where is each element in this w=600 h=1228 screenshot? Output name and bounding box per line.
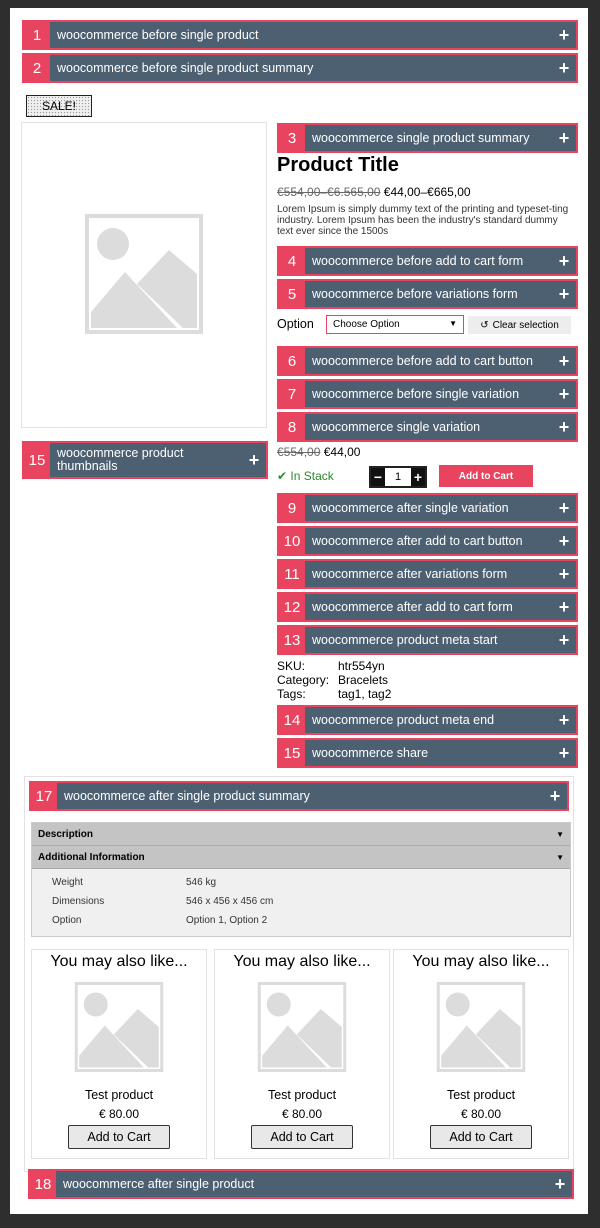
expand-plus-icon[interactable]: + (558, 531, 570, 551)
meta-value[interactable]: Bracelets (338, 673, 389, 687)
expand-plus-icon[interactable]: + (549, 786, 561, 806)
clear-selection-label: Clear selection (492, 319, 559, 331)
quantity-stepper[interactable] (369, 466, 427, 488)
variation-price (277, 445, 360, 459)
meta-key: Category: (277, 673, 330, 687)
hook-before-single-product[interactable] (22, 20, 578, 50)
expand-plus-icon[interactable]: + (558, 564, 570, 584)
image-placeholder-icon[interactable] (74, 982, 164, 1072)
related-heading: You may also like... (50, 953, 188, 970)
hook-label: woocommerce before add to cart form (312, 254, 524, 268)
expand-plus-icon[interactable]: + (558, 25, 570, 45)
new-price-range: €44,00–€665,00 (383, 185, 471, 199)
plus-icon[interactable]: + (411, 468, 425, 486)
related-heading: You may also like... (233, 953, 371, 970)
hook-label: woocommerce before add to cart button (312, 354, 533, 368)
related-product-name[interactable]: Test product (267, 1088, 337, 1102)
product-tabs (31, 822, 571, 937)
related-add-to-cart-button[interactable]: Add to Cart (430, 1125, 532, 1149)
stock-status-label: In Stack (290, 469, 334, 483)
related-product-card (214, 949, 390, 1159)
table-row (32, 892, 570, 911)
expand-plus-icon[interactable]: + (558, 417, 570, 437)
product-description: Lorem Ipsum is simply dummy text of the printing and typeset-ting industry. Lorem Ipsum has been the industry's standard dummy text ever since the 1500s (277, 204, 569, 237)
related-heading: You may also like... (412, 953, 550, 970)
hook-number: 15 (279, 740, 305, 766)
add-to-cart-button[interactable]: Add to Cart (439, 465, 533, 487)
hook-number: 13 (279, 627, 305, 653)
hook-after-add-to-cart-form[interactable] (277, 592, 578, 622)
hook-label: woocommerce product meta end (312, 713, 495, 727)
hook-before-add-to-cart-form[interactable] (277, 246, 578, 276)
hook-number: 7 (279, 381, 305, 407)
hook-product-thumbnails[interactable] (22, 441, 268, 479)
hook-number: 6 (279, 348, 305, 374)
meta-key: Tags: (277, 687, 306, 701)
expand-plus-icon[interactable]: + (558, 630, 570, 650)
hook-label: woocommerce share (312, 746, 429, 760)
expand-plus-icon[interactable]: + (248, 450, 260, 470)
reset-icon: ↺ (480, 319, 489, 331)
hook-single-variation[interactable] (277, 412, 578, 442)
checkmark-icon: ✔ (277, 469, 288, 483)
tab-label: Description (38, 828, 94, 840)
expand-plus-icon[interactable]: + (554, 1174, 566, 1194)
related-add-to-cart-button[interactable]: Add to Cart (68, 1125, 170, 1149)
hook-number: 18 (30, 1171, 56, 1197)
hook-before-single-variation[interactable] (277, 379, 578, 409)
image-placeholder-icon (85, 214, 203, 334)
hook-after-single-product[interactable] (28, 1169, 574, 1199)
expand-plus-icon[interactable]: + (558, 351, 570, 371)
quantity-input[interactable]: 1 (394, 471, 402, 483)
hook-label: woocommerce after add to cart button (312, 534, 523, 548)
tab-label: Additional Information (38, 851, 145, 863)
table-row (32, 873, 570, 892)
related-product-price: € 80.00 (98, 1107, 140, 1121)
product-meta (277, 659, 391, 701)
hook-number: 4 (279, 248, 305, 274)
expand-plus-icon[interactable]: + (558, 128, 570, 148)
attribute-value: Option 1, Option 2 (186, 915, 268, 926)
product-page (10, 8, 588, 1214)
additional-info-table (32, 869, 570, 930)
after-summary-section (24, 776, 574, 1172)
meta-row-tags (277, 687, 391, 701)
product-image[interactable] (21, 122, 267, 428)
hook-number: 3 (279, 125, 305, 151)
expand-plus-icon[interactable]: + (558, 743, 570, 763)
variation-old-price: €554,00 (277, 445, 321, 459)
hook-number: 8 (279, 414, 305, 440)
hook-before-add-to-cart-button[interactable] (277, 346, 578, 376)
meta-key: SKU: (277, 659, 306, 673)
hook-number: 2 (24, 55, 50, 81)
related-product-price: € 80.00 (281, 1107, 323, 1121)
option-label: Option (277, 317, 314, 331)
hook-label: woocommerce before single product (57, 28, 259, 42)
option-select[interactable] (326, 315, 464, 334)
clear-selection-button[interactable] (468, 316, 571, 334)
chevron-down-icon: ▼ (556, 852, 564, 862)
hook-number: 11 (279, 561, 305, 587)
attribute-value: 546 kg (186, 877, 217, 888)
hook-share[interactable] (277, 738, 578, 768)
related-product-card (31, 949, 207, 1159)
product-title: Product Title (277, 154, 399, 176)
hook-label: woocommerce after add to cart form (312, 600, 513, 614)
expand-plus-icon[interactable]: + (558, 498, 570, 518)
hook-number: 5 (279, 281, 305, 307)
hook-after-variations-form[interactable] (277, 559, 578, 589)
minus-icon[interactable]: − (371, 468, 385, 486)
image-placeholder-icon[interactable] (436, 982, 526, 1072)
stock-status (277, 469, 334, 483)
hook-label: woocommerce before single variation (312, 387, 520, 401)
expand-plus-icon[interactable]: + (558, 284, 570, 304)
hook-after-single-variation[interactable] (277, 493, 578, 523)
hook-product-meta-start[interactable] (277, 625, 578, 655)
meta-value[interactable]: tag1, tag2 (338, 687, 392, 701)
tab-additional-information[interactable] (32, 846, 570, 869)
hook-label: woocommerce single variation (312, 420, 481, 434)
hook-single-product-summary[interactable] (277, 123, 578, 153)
hook-before-variations-form[interactable] (277, 279, 578, 309)
hook-label: woocommerce product thumbnails (57, 447, 184, 473)
old-price-range: €554,00–€6.565,00 (277, 185, 381, 199)
meta-row-category (277, 673, 391, 687)
price-range (277, 185, 471, 199)
hook-before-single-product-summary[interactable] (22, 53, 578, 83)
expand-plus-icon[interactable]: + (558, 251, 570, 271)
hook-number: 10 (279, 528, 305, 554)
attribute-name: Option (52, 915, 82, 926)
attribute-name: Dimensions (52, 896, 105, 907)
sale-badge: SALE! (26, 95, 92, 117)
chevron-down-icon: ▼ (556, 829, 564, 839)
hook-number: 17 (31, 783, 57, 809)
hook-label: woocommerce after single product summary (64, 789, 310, 803)
attribute-name: Weight (52, 877, 83, 888)
related-product-name[interactable]: Test product (84, 1088, 154, 1102)
meta-value: htr554yn (338, 659, 385, 673)
hook-label: woocommerce after single variation (312, 501, 509, 515)
hook-label: woocommerce after single product (63, 1177, 255, 1191)
hook-product-meta-end[interactable] (277, 705, 578, 735)
related-add-to-cart-button[interactable]: Add to Cart (251, 1125, 353, 1149)
hook-number: 14 (279, 707, 305, 733)
related-product-card (393, 949, 569, 1159)
meta-row-sku (277, 659, 391, 673)
option-select-value: Choose Option (333, 319, 400, 330)
expand-plus-icon[interactable]: + (558, 597, 570, 617)
related-product-price: € 80.00 (460, 1107, 502, 1121)
hook-label: woocommerce before variations form (312, 287, 518, 301)
hook-label: woocommerce after variations form (312, 567, 508, 581)
hook-label: woocommerce product meta start (312, 633, 498, 647)
hook-number: 9 (279, 495, 305, 521)
attribute-value: 546 x 456 x 456 cm (186, 896, 274, 907)
table-row (32, 911, 570, 930)
expand-plus-icon[interactable]: + (558, 710, 570, 730)
hook-label: woocommerce before single product summary (57, 61, 314, 75)
hook-after-single-product-summary[interactable] (29, 781, 569, 811)
related-product-name[interactable]: Test product (446, 1088, 516, 1102)
variation-new-price: €44,00 (323, 445, 361, 459)
hook-after-add-to-cart-button[interactable] (277, 526, 578, 556)
chevron-down-icon: ▼ (449, 319, 457, 328)
hook-number: 15 (24, 443, 50, 477)
expand-plus-icon[interactable]: + (558, 58, 570, 78)
tab-description[interactable] (32, 823, 570, 846)
hook-number: 1 (24, 22, 50, 48)
hook-label: woocommerce single product summary (312, 131, 530, 145)
image-placeholder-icon[interactable] (257, 982, 347, 1072)
expand-plus-icon[interactable]: + (558, 384, 570, 404)
hook-number: 12 (279, 594, 305, 620)
